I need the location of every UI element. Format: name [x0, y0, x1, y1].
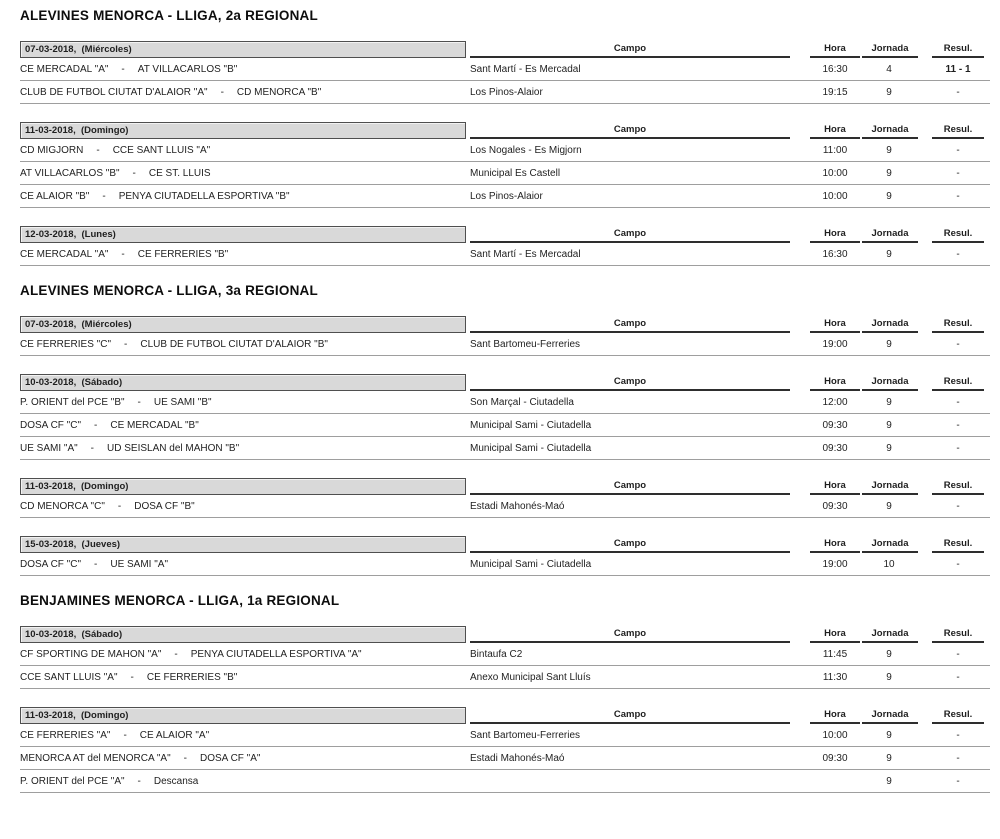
- jornada-cell: 9: [886, 648, 892, 660]
- date-block: [20, 316, 990, 356]
- hora-cell: 10:00: [822, 190, 848, 202]
- teams-cell: [20, 168, 470, 179]
- teams-separator: -: [183, 752, 187, 764]
- home-team: CE FERRERIES "C": [20, 338, 112, 350]
- teams-cell: [20, 672, 470, 683]
- block-header: [20, 626, 990, 643]
- resul-cell: -: [956, 671, 960, 683]
- campo-cell: Municipal Es Castell: [470, 167, 561, 179]
- teams-cell: [20, 559, 470, 570]
- hora-cell: 19:00: [822, 338, 848, 350]
- resul-cell: -: [956, 144, 960, 156]
- campo-cell: Los Pinos-Alaior: [470, 190, 543, 202]
- column-header-campo: Campo: [470, 628, 790, 643]
- hora-cell: 16:30: [822, 63, 848, 75]
- teams-separator: -: [96, 144, 100, 156]
- away-team: CCE SANT LLUIS "A": [112, 144, 211, 156]
- jornada-cell: 9: [886, 419, 892, 431]
- column-header-campo: Campo: [470, 538, 790, 553]
- hora-cell: 10:00: [822, 729, 848, 741]
- away-team: PENYA CIUTADELLA ESPORTIVA "B": [118, 190, 290, 202]
- campo-cell: Sant Bartomeu-Ferreries: [470, 338, 581, 350]
- campo-cell: Estadi Mahonés-Maó: [470, 500, 565, 512]
- match-row: [20, 162, 990, 185]
- hora-cell: 19:15: [822, 86, 848, 98]
- teams-separator: -: [121, 248, 125, 260]
- date-header: 15-03-2018, (Jueves): [20, 536, 466, 553]
- teams-separator: -: [117, 500, 122, 512]
- match-row: [20, 724, 990, 747]
- away-team: Descansa: [153, 775, 199, 787]
- jornada-cell: 9: [886, 442, 892, 454]
- teams-separator: -: [124, 338, 128, 350]
- hora-cell: 09:30: [822, 500, 848, 512]
- block-header: [20, 374, 990, 391]
- teams-separator: -: [174, 648, 178, 660]
- away-team: AT VILLACARLOS "B": [137, 63, 238, 75]
- column-header-campo: Campo: [470, 709, 790, 724]
- home-team: CE FERRERIES "A": [20, 729, 111, 741]
- resul-cell: -: [956, 338, 960, 350]
- hora-cell: 11:45: [822, 648, 848, 660]
- column-header-jornada: Jornada: [862, 480, 918, 495]
- hora-cell: 11:00: [822, 144, 848, 156]
- campo-cell: Los Pinos-Alaior: [470, 86, 543, 98]
- date-header: 11-03-2018, (Domingo): [20, 707, 466, 724]
- resul-cell: -: [956, 190, 960, 202]
- teams-separator: -: [94, 558, 98, 570]
- teams-separator: -: [137, 775, 141, 787]
- block-header: [20, 41, 990, 58]
- date-block: [20, 626, 990, 689]
- home-team: CE ALAIOR "B": [20, 190, 90, 202]
- column-header-jornada: Jornada: [862, 318, 918, 333]
- campo-cell: Anexo Municipal Sant Lluís: [470, 671, 591, 683]
- resul-cell: -: [956, 500, 960, 512]
- date-block: [20, 536, 990, 576]
- jornada-cell: 9: [886, 500, 892, 512]
- home-team: CE MERCADAL "A": [20, 248, 109, 260]
- jornada-cell: 9: [886, 752, 892, 764]
- campo-cell: Bintaufa C2: [470, 648, 523, 660]
- home-team: CD MIGJORN: [20, 144, 84, 156]
- home-team: CLUB DE FUTBOL CIUTAT D'ALAIOR "A": [20, 86, 208, 98]
- away-team: DOSA CF "A": [200, 752, 261, 764]
- jornada-cell: 9: [886, 167, 892, 179]
- match-row: [20, 666, 990, 689]
- away-team: CLUB DE FUTBOL CIUTAT D'ALAIOR "B": [140, 338, 328, 350]
- date-block: [20, 707, 990, 793]
- match-row: [20, 747, 990, 770]
- teams-separator: -: [90, 442, 95, 454]
- column-header-hora: Hora: [810, 376, 860, 391]
- jornada-cell: 9: [886, 775, 892, 787]
- block-header: [20, 226, 990, 243]
- resul-cell: -: [956, 167, 960, 179]
- date-block: [20, 122, 990, 208]
- home-team: CE MERCADAL "A": [20, 63, 109, 75]
- column-header-resul: Resul.: [932, 628, 984, 643]
- column-header-campo: Campo: [470, 43, 790, 58]
- resul-cell: -: [956, 558, 960, 570]
- teams-separator: -: [220, 86, 224, 98]
- jornada-cell: 9: [886, 190, 892, 202]
- block-header: [20, 122, 990, 139]
- resul-cell: -: [956, 648, 960, 660]
- date-block: [20, 226, 990, 266]
- teams-cell: [20, 776, 470, 787]
- jornada-cell: 9: [886, 671, 892, 683]
- column-header-jornada: Jornada: [862, 376, 918, 391]
- jornada-cell: 9: [886, 729, 892, 741]
- home-team: DOSA CF "C": [20, 558, 81, 570]
- jornada-cell: 9: [886, 396, 892, 408]
- teams-cell: [20, 397, 470, 408]
- column-header-campo: Campo: [470, 124, 790, 139]
- resul-cell: -: [956, 396, 960, 408]
- date-block: [20, 374, 990, 460]
- column-header-resul: Resul.: [932, 709, 984, 724]
- away-team: CE FERRERIES "B": [137, 248, 229, 260]
- hora-cell: 10:00: [822, 167, 848, 179]
- column-header-resul: Resul.: [932, 228, 984, 243]
- resul-cell: -: [956, 775, 960, 787]
- column-header-campo: Campo: [470, 228, 790, 243]
- match-row: [20, 139, 990, 162]
- away-team: PENYA CIUTADELLA ESPORTIVA "A": [190, 648, 362, 660]
- campo-cell: Sant Martí - Es Mercadal: [470, 63, 581, 75]
- campo-cell: Sant Martí - Es Mercadal: [470, 248, 581, 260]
- teams-cell: [20, 420, 470, 431]
- away-team: UE SAMI "A": [110, 558, 169, 570]
- resul-cell: 11 - 1: [945, 63, 971, 75]
- date-block: [20, 478, 990, 518]
- away-team: CE ALAIOR "A": [139, 729, 210, 741]
- match-row: [20, 437, 990, 460]
- column-header-hora: Hora: [810, 318, 860, 333]
- home-team: P. ORIENT del PCE "B": [20, 396, 125, 408]
- block-header: [20, 478, 990, 495]
- column-header-hora: Hora: [810, 480, 860, 495]
- jornada-cell: 10: [883, 558, 895, 570]
- resul-cell: -: [956, 729, 960, 741]
- column-header-campo: Campo: [470, 318, 790, 333]
- fixtures-document: [20, 0, 990, 793]
- teams-cell: [20, 649, 470, 660]
- campo-cell: Son Marçal - Ciutadella: [470, 396, 574, 408]
- teams-cell: [20, 730, 470, 741]
- hora-cell: 16:30: [822, 248, 848, 260]
- column-header-jornada: Jornada: [862, 538, 918, 553]
- jornada-cell: 9: [886, 144, 892, 156]
- resul-cell: -: [956, 248, 960, 260]
- hora-cell: 09:30: [822, 752, 848, 764]
- match-row: [20, 185, 990, 208]
- date-header: 10-03-2018, (Sábado): [20, 626, 466, 643]
- column-header-resul: Resul.: [932, 124, 984, 139]
- teams-cell: [20, 64, 470, 75]
- resul-cell: -: [956, 752, 960, 764]
- column-header-resul: Resul.: [932, 43, 984, 58]
- home-team: UE SAMI "A": [20, 442, 78, 454]
- teams-cell: [20, 145, 470, 156]
- match-row: [20, 553, 990, 576]
- column-header-hora: Hora: [810, 628, 860, 643]
- date-block: [20, 41, 990, 104]
- teams-cell: [20, 191, 470, 202]
- jornada-cell: 9: [886, 338, 892, 350]
- date-header: 07-03-2018, (Miércoles): [20, 316, 466, 333]
- hora-cell: 11:30: [822, 671, 848, 683]
- date-header: 11-03-2018, (Domingo): [20, 122, 466, 139]
- match-row: [20, 770, 990, 793]
- teams-separator: -: [137, 396, 141, 408]
- jornada-cell: 9: [886, 86, 892, 98]
- home-team: P. ORIENT del PCE "A": [20, 775, 125, 787]
- resul-cell: -: [956, 442, 960, 454]
- league-section: [20, 8, 990, 266]
- campo-cell: Municipal Sami - Ciutadella: [470, 558, 592, 570]
- resul-cell: -: [956, 86, 960, 98]
- section-title: BENJAMINES MENORCA - LLIGA, 1a REGIONAL: [20, 593, 340, 608]
- teams-separator: -: [132, 167, 136, 179]
- column-header-jornada: Jornada: [862, 43, 918, 58]
- section-title: ALEVINES MENORCA - LLIGA, 3a REGIONAL: [20, 283, 318, 298]
- campo-cell: Municipal Sami - Ciutadella: [470, 419, 592, 431]
- column-header-jornada: Jornada: [862, 228, 918, 243]
- teams-cell: [20, 87, 470, 98]
- match-row: [20, 643, 990, 666]
- column-header-campo: Campo: [470, 376, 790, 391]
- hora-cell: 09:30: [822, 442, 848, 454]
- match-row: [20, 58, 990, 81]
- date-header: 11-03-2018, (Domingo): [20, 478, 466, 495]
- teams-separator: -: [102, 190, 106, 202]
- away-team: UE SAMI "B": [153, 396, 212, 408]
- block-header: [20, 707, 990, 724]
- teams-separator: -: [130, 671, 134, 683]
- teams-cell: [20, 443, 470, 454]
- date-header: 10-03-2018, (Sábado): [20, 374, 466, 391]
- column-header-jornada: Jornada: [862, 709, 918, 724]
- column-header-resul: Resul.: [932, 376, 984, 391]
- jornada-cell: 4: [886, 63, 892, 75]
- campo-cell: Municipal Sami - Ciutadella: [470, 442, 592, 454]
- column-header-hora: Hora: [810, 124, 860, 139]
- column-header-hora: Hora: [810, 709, 860, 724]
- home-team: CCE SANT LLUIS "A": [20, 671, 118, 683]
- jornada-cell: 9: [886, 248, 892, 260]
- resul-cell: -: [956, 419, 960, 431]
- campo-cell: Estadi Mahonés-Maó: [470, 752, 565, 764]
- home-team: DOSA CF "C": [20, 419, 81, 431]
- match-row: [20, 414, 990, 437]
- block-header: [20, 536, 990, 553]
- away-team: CE ST. LLUIS: [148, 167, 211, 179]
- home-team: AT VILLACARLOS "B": [20, 167, 120, 179]
- match-row: [20, 333, 990, 356]
- match-row: [20, 81, 990, 104]
- column-header-resul: Resul.: [932, 480, 984, 495]
- away-team: CD MENORCA "B": [236, 86, 322, 98]
- home-team: CF SPORTING DE MAHON "A": [20, 648, 162, 660]
- match-row: [20, 243, 990, 266]
- campo-cell: Los Nogales - Es Migjorn: [470, 144, 582, 156]
- teams-cell: [20, 339, 470, 350]
- away-team: UD SEISLAN del MAHON "B": [107, 442, 240, 454]
- date-header: 12-03-2018, (Lunes): [20, 226, 466, 243]
- column-header-hora: Hora: [810, 228, 860, 243]
- column-header-jornada: Jornada: [862, 124, 918, 139]
- league-section: [20, 593, 990, 793]
- teams-separator: -: [94, 419, 98, 431]
- league-section: [20, 283, 990, 576]
- hora-cell: 19:00: [822, 558, 848, 570]
- column-header-jornada: Jornada: [862, 628, 918, 643]
- column-header-resul: Resul.: [932, 538, 984, 553]
- section-title: ALEVINES MENORCA - LLIGA, 2a REGIONAL: [20, 8, 318, 23]
- home-team: CD MENORCA "C": [20, 500, 105, 512]
- date-header: 07-03-2018, (Miércoles): [20, 41, 466, 58]
- match-row: [20, 391, 990, 414]
- column-header-campo: Campo: [470, 480, 790, 495]
- teams-separator: -: [123, 729, 127, 741]
- column-header-resul: Resul.: [932, 318, 984, 333]
- teams-cell: [20, 249, 470, 260]
- away-team: DOSA CF "B": [134, 500, 195, 512]
- match-row: [20, 495, 990, 518]
- column-header-hora: Hora: [810, 43, 860, 58]
- campo-cell: Sant Bartomeu-Ferreries: [470, 729, 581, 741]
- home-team: MENORCA AT del MENORCA "A": [20, 752, 171, 764]
- teams-separator: -: [121, 63, 125, 75]
- column-header-hora: Hora: [810, 538, 860, 553]
- block-header: [20, 316, 990, 333]
- hora-cell: 09:30: [822, 419, 848, 431]
- away-team: CE MERCADAL "B": [110, 419, 199, 431]
- away-team: CE FERRERIES "B": [146, 671, 238, 683]
- hora-cell: 12:00: [822, 396, 848, 408]
- teams-cell: [20, 501, 470, 512]
- teams-cell: [20, 753, 470, 764]
